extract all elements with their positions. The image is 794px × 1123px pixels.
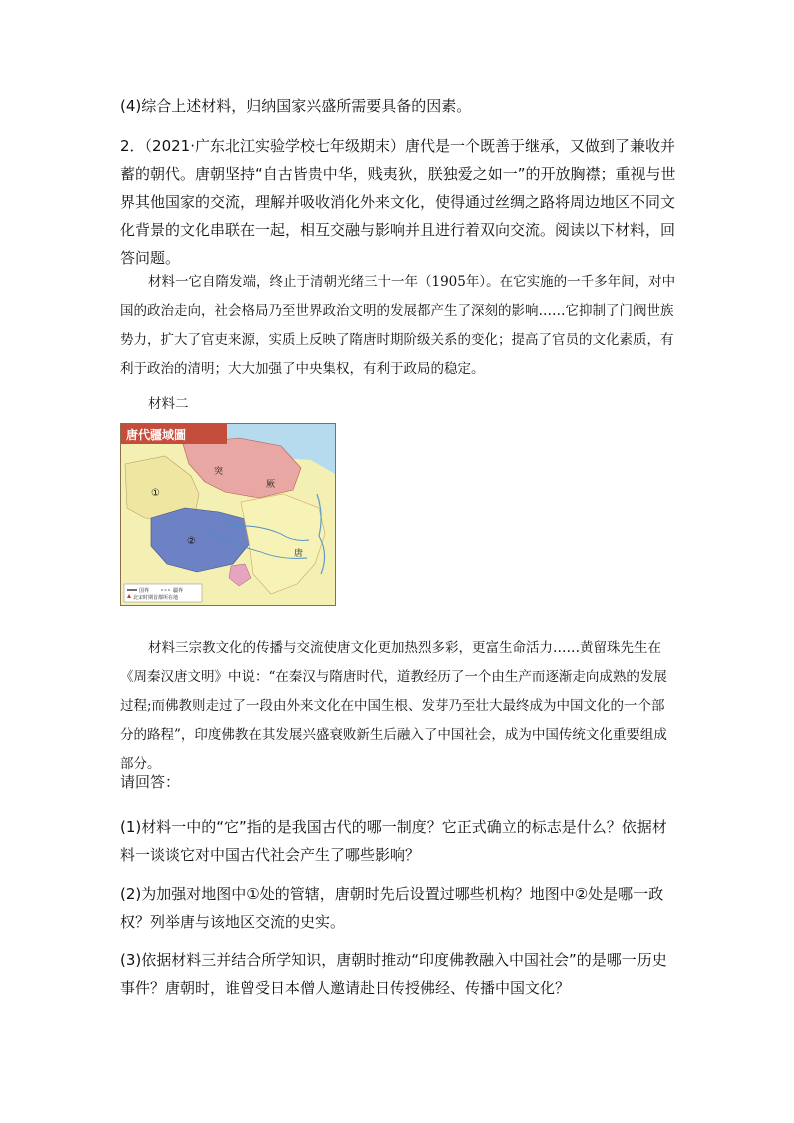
map-label-tu: 突 xyxy=(214,467,224,477)
question-3: (3)依据材料三并结合所学知识，唐朝时推动“印度佛教融入中国社会”的是哪一历史事件？唐朝时，谁曾受日本僧人邀请赴日传授佛经、传播中国文化？ xyxy=(120,951,667,997)
material-1: 材料一它自隋发端，终止于清朝光绪三十一年（1905年）。在它实施的一千多年间，对中国的政治走向，社会格局乃至世界政治文明的发展都产生了深刻的影响……它抑制了门阀世族势力，扩大了官吏来源，实质上反映了隋唐时期阶级关系的变化；提高了官员的文化素质，有利于政治的清明；大大加强了中央集权，有利于政局的稳定。 xyxy=(120,273,676,377)
please-answer: 请回答： xyxy=(120,773,181,791)
map-label-tang: 唐 xyxy=(294,549,304,559)
map-title: 唐代疆域圖 xyxy=(126,428,187,442)
question-4: (4)综合上述材料，归纳国家兴盛所需要具备的因素。 xyxy=(120,97,472,115)
legend-item-3: 北宋时期首都所在地 xyxy=(133,595,179,601)
legend-item-1: 国界 xyxy=(139,588,150,594)
question-1: (1)材料一中的“它”指的是我国古代的哪一制度？它正式确立的标志是什么？依据材料一谈谈它对中国古代社会产生了哪些影响？ xyxy=(120,818,667,864)
material-2-label: 材料二 xyxy=(148,395,189,412)
legend-item-2: 疆界 xyxy=(173,588,184,594)
map-marker-2: ② xyxy=(187,536,196,547)
material-3: 材料三宗教文化的传播与交流使唐文化更加热烈多彩，更富生命活力……黄留珠先生在《周秦汉唐文明》中说：“在秦汉与隋唐时代，道教经历了一个由生产而逐渐走向成熟的发展过程;而佛教则走过了一段由外来文化在中国生根、发芽乃至壮大最终成为中国文化的一个部分的路程”，印度佛教在其发展兴盛衰败新生后融入了中国社会，成为中国传统文化重要组成部分。 xyxy=(120,639,667,772)
question-2: (2)为加强对地图中①处的管辖，唐朝时先后设置过哪些机构？地图中②处是哪一政权？列举唐与该地区交流的史实。 xyxy=(120,885,664,931)
question-2-intro: 2．（2021·广东北江实验学校七年级期末）唐代是一个既善于继承，又做到了兼收并蓄的朝代。唐朝坚持“自古皆贵中华，贱夷狄，朕独爱之如一”的开放胸襟；重视与世界其他国家的交流，理解并吸收消化外来文化，使得通过丝绸之路将周边地区不同文化背景的文化串联在一起，相互交融与影响并且进行着双向交流。阅读以下材料，回答问题。 xyxy=(120,137,676,267)
map-marker-1: ① xyxy=(151,488,160,499)
map-label-jue: 厥 xyxy=(266,480,276,490)
tang-territory-map xyxy=(120,423,336,606)
